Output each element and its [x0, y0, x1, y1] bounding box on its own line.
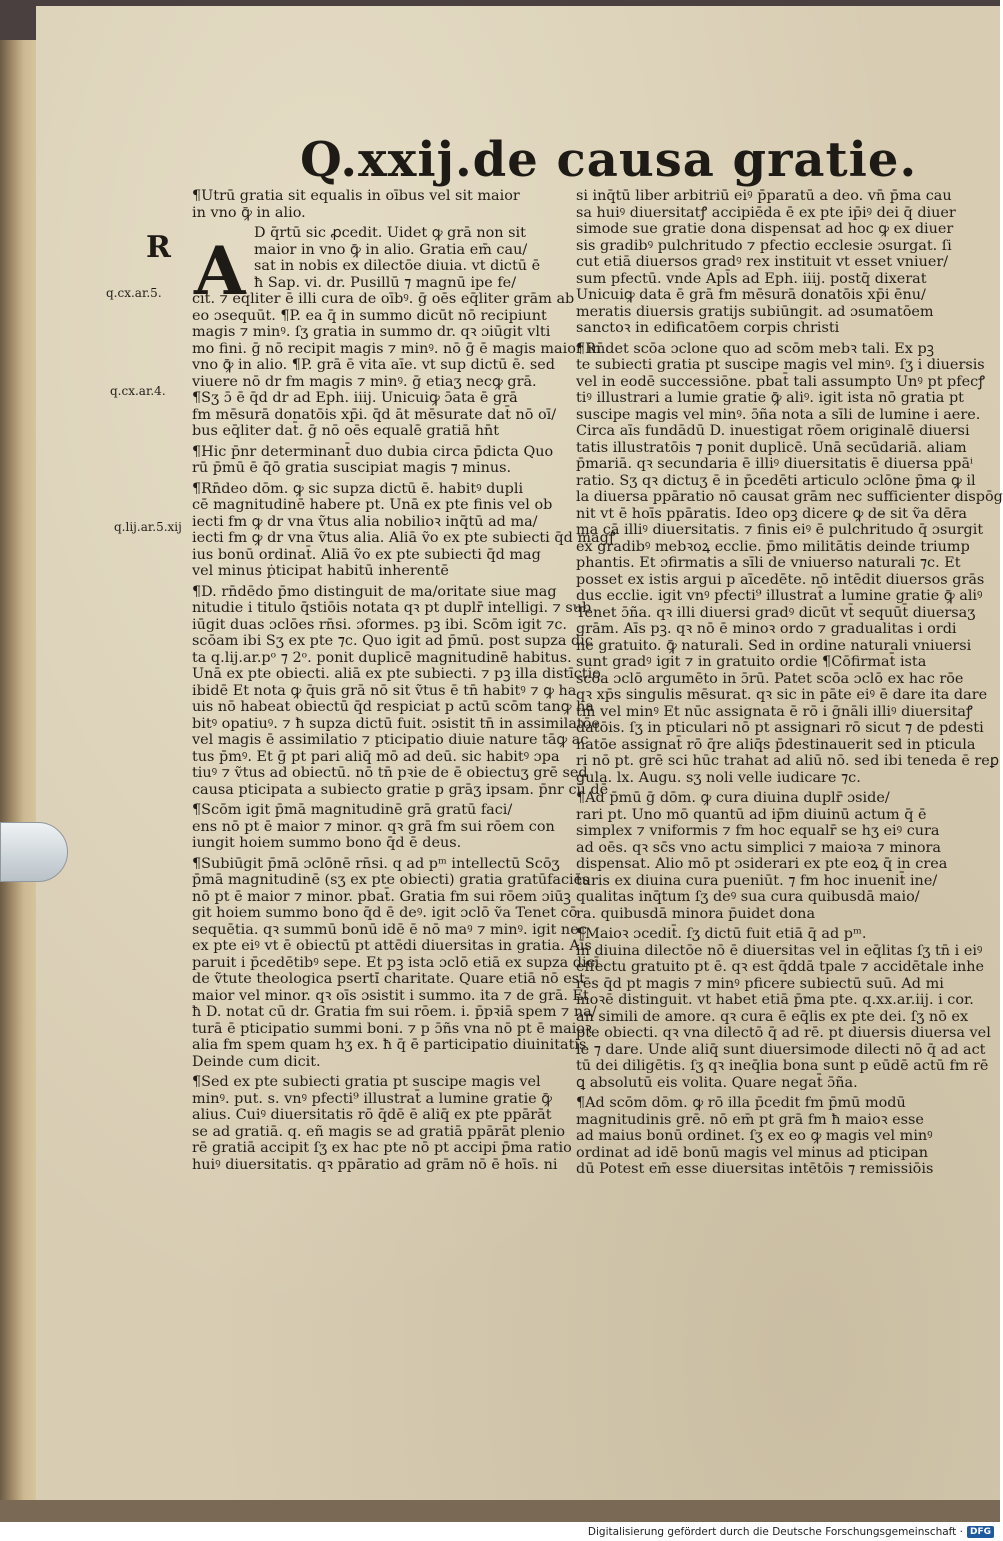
text-line: grām. Aīs pꝫ. qꝛ nō ē minoꝛ ordo ⁊ gradualitas i ordi — [576, 621, 957, 637]
text-line: simode sue gratie dona dispensat ad hoc ꝙ ex diuer — [576, 221, 954, 237]
text-line: ¶Ad p̄mū ḡ dōm. ꝙ cura diuina duplr̄ ɔside/ — [576, 790, 890, 806]
text-line: de ṽtute theologica pserti̇̄ charitate. Quare etiā nō est — [192, 971, 585, 987]
text-line: scōam ibi Sʒ ex pte ⁊c. Quo igit ad p̄mū. post supza dic — [192, 633, 593, 649]
text-line: ¶Ad scōm dōm. ꝙ rō illa p̄cedit fm p̄mū modū — [576, 1095, 906, 1111]
text-line: ¶Sed ex pte subiecti gratia pt suscipe magis vel — [192, 1074, 541, 1090]
text-line: meratis diuersis gratijs subiūngit. ad ɔsumatōem — [576, 303, 934, 320]
text-line: ¶Rn̄deo dōm. ꝙ sic supza dictū ē. habitꝰ dupli — [192, 480, 524, 497]
text-line: ordinat ad idē bonū magis vel minus ad pticipan — [576, 1144, 929, 1161]
text-line: Tenet ɔ̄ña. qꝛ illi diuersi gradꝰ dicūt vt̄ sequūt̄ diuersaʒ — [576, 604, 976, 621]
text-line: sanctoꝛ in edificatōem corpis christi — [576, 320, 840, 336]
book-page-edge — [0, 40, 40, 1500]
text-line: ħ Sap. vi. dr. Pusillū ⁊ magnū ipe fe/ — [254, 274, 517, 291]
text-line: eo ɔsequūt. ¶P. ea q̄ in summo dicūt nō recipiunt — [192, 307, 547, 324]
text-line: sequētia. qꝛ summū bonū idē ē nō maꝰ ⁊ minꝰ. igit nec — [192, 921, 587, 938]
text-line: iecti fm ꝙ dr vna ṽtus alia nobilioꝛ inq̄tū ad ma/ — [192, 513, 538, 530]
text-line: bus eq̄liter dat̄. ḡ nō oēs equalē gratiā hn̄t — [192, 423, 500, 439]
left-text-column — [192, 188, 616, 1173]
page-clip-holder — [0, 822, 68, 882]
text-line: pte obiecti. qꝛ vna dilectō q̄ ad rē. pt diuersis diuersa vel — [576, 1025, 991, 1041]
text-line: maior in vno ꝙ̄ in alio. Gratia em̄ cau/ — [254, 241, 528, 258]
text-line: sa huiꝰ diuersitatꝭ accipiēda ē ex pte ip̄iꝰ dei q̄ diuer — [576, 204, 956, 221]
text-line: nit vt ē hoīs ppāratis. Ideo opꝫ dicere ꝙ de̶ sit ṽa dēra — [576, 505, 967, 522]
text-line: fm mēsurā donatōis xp̄i. q̄d āt mēsurate dat̄ nō oī/ — [192, 406, 557, 423]
text-line: tatis illustratōis ⁊ ponit duplicē. Unā secūdariā. aliam — [576, 439, 967, 456]
text-line: D q̄rtū sic ꝓcedit. Uidet ꝙ grā non sit — [254, 225, 526, 241]
text-line: iūgit duas ɔclōes rn̄si. ɔformes. pꝫ ibi. Scōm igit ⁊c. — [192, 616, 567, 633]
text-line: mo fini. ḡ nō recipit magis ⁊ minꝰ. nō ḡ ē magis maior in — [192, 340, 602, 357]
text-line: sat in nobis ex dilectōe diuia. vt dictū ē — [254, 258, 541, 274]
text-line: ad oēs. qꝛ sc̄s vno actu simplici ⁊ maioꝛa ⁊ minora — [576, 839, 941, 856]
text-line: nō pt ē maior ⁊ minor. pbat̄. Gratia fm sui rōem ɔiūꝫ — [192, 888, 571, 905]
text-line: vel in eodē successiōne. pbat̄ tali assumpto Unꝰ pt pfecꝭ — [576, 373, 985, 390]
text-line: Deinde cum dicit. — [192, 1053, 321, 1070]
text-line: viuere nō dr fm magis ⁊ minꝰ. ḡ etiaʒ necꝙ grā. — [192, 373, 537, 390]
text-line: uis nō habeat obiectū q̄d respiciat p actū scōm tanꝙ ha — [192, 699, 594, 715]
text-line: alia fm spem quam hʒ ex. ħ q̄ ē participatio diuinitatis — [192, 1037, 587, 1053]
text-line: turā ē pticipatio summi boni. ⁊ p ɔ̄ñs vna nō pt ē maioꝛ — [192, 1020, 592, 1037]
text-line: turis ex diuina cura pueniūt. ⁊ fm hoc inuenit̄ ine/ — [576, 872, 938, 889]
text-line: tū dei diligētis. ſʒ qꝛ ineq̄lia bona sunt p eūdē actū fm rē — [576, 1058, 989, 1074]
text-line: ri nō pt. grē sci hūc trahat ad aliū nō. sed ibi teneda ē reꝑ — [576, 753, 999, 769]
text-line: vno ꝙ̄ in alio. ¶P. grā ē vita aīe. vt sup dictū ē. sed — [192, 357, 555, 373]
text-line: ta q.lij.ar.pᵒ ⁊ 2ᵒ. ponit duplicē magnitudinē habitus. — [192, 649, 572, 666]
text-line: Circa aīs fundādū D. inuestigat rōem originalē diuersi — [576, 423, 970, 439]
text-line: paruit i p̄cedētibꝰ sepe. Et pꝫ ista ɔclō etiā ex supza dicī — [192, 954, 600, 971]
margin-note-2: q.cx.ar.4. — [110, 384, 166, 398]
text-line: minꝰ. put. s. vnꝰ pfecti⁹ illustrat̄ a lumine gratie ꝙ̄ — [192, 1090, 553, 1107]
footer-credit — [588, 1524, 994, 1540]
text-line: Unā ex pte obiecti. aliā ex pte subiecti. ⁊ pꝫ illa distīctio — [192, 666, 601, 682]
text-line: cut etiā diuersos gradꝰ rex instituit vt esset vniuer/ — [576, 254, 949, 270]
bleed-through-text — [690, 132, 703, 178]
right-text-column — [576, 188, 1003, 1178]
text-line: an simili de amore. qꝛ cura ē eq̄lis ex pte dei. ſʒ nō ex — [576, 1008, 969, 1025]
margin-note-1: q.cx.ar.5. — [106, 286, 162, 300]
text-line: datōis. ſʒ in pticulari nō pt assignari rō sicut ⁊ de pdesti — [576, 720, 984, 736]
text-line: magis ⁊ minꝰ. ſʒ gratia in summo dr. qꝛ ɔiūgit vlti — [192, 324, 551, 340]
text-line: rē gratiā accipit ſʒ ex hac pte nō pt accipi p̄ma ratio — [192, 1140, 572, 1156]
text-line: ¶Subiūgit p̄mā ɔclōnē rn̄si. q ad pᵐ intellectū Scōʒ — [192, 855, 560, 872]
text-line: dū Potest em̄ esse diuersitas intētōis ⁊ remissiōis — [576, 1161, 934, 1177]
text-line: iungit hoiem summo bono q̄d ē deus. — [192, 835, 462, 851]
text-line: p̄mā magnitudinē (sʒ ex pte obiecti) gratia gratūfaciēs — [192, 872, 590, 888]
text-line: ¶D. rn̄dēdo p̄mo distinguit de ma/oritate siue mag — [192, 583, 557, 600]
text-line: ma cā illiꝰ diuersitatis. ⁊ finis eiꝰ ē pulchritudo q̄ ɔsurgit — [576, 522, 984, 538]
text-line: le ⁊ dare. Unde aliq̄ sunt diuersimode dilecti nō q̄ ad act — [576, 1041, 986, 1058]
text-line: ibidē Et nota ꝙ q̄uis grā nō sit ṽtus ē tn̄ habitꝰ ⁊ ꝙ ha — [192, 682, 577, 699]
text-line: suscipe magis vel minꝰ. ɔ̄ña nota a sīli de lumine i aere. — [576, 406, 981, 423]
text-line: ¶Hic p̄nr determinant̄ duo dubia circa p̄dicta Quo — [192, 443, 554, 460]
text-line: gula. lx. Augu. sʒ noli velle iudicare ⁊c. — [576, 769, 861, 786]
text-line: magnitudinis grē. nō em̄ pt grā fm ħ maioꝛ esse — [576, 1111, 924, 1128]
text-line: bitꝰ opatiuꝰ. ⁊ ħ supza dictū fuit. ɔsistit tn̄ in assimilatōe — [192, 715, 600, 732]
text-line: sum pfectū. vnde Apl̄s ad Eph. iiij. postq̄ dixerat — [576, 270, 927, 287]
text-line: tiuꝰ ⁊ ṽtus ad obiectū. nō tn̄ pꝛie de ē obiectuʒ grē sed — [192, 765, 588, 781]
text-line: tiꝰ illustrari a lumie gratie ꝙ̄ aliꝰ. igit ista nō gratia pt — [576, 390, 964, 406]
text-line: ius bonū ordinat̄. Aliā ṽo ex pte subiecti q̄d mag — [192, 546, 541, 563]
text-line: causa pticipata a subiecto gratie p grāʒ ipsam. p̄nr cū dē — [192, 781, 609, 798]
text-line: si inq̄tū liber arbitriū eiꝰ p̄paratū a deo. vn̄ p̄ma cau — [576, 188, 952, 204]
text-line: in vno ꝙ̄ in alio. — [192, 204, 306, 221]
text-line: ħ D. notat cū dr. Gratia fm sui rōem. i. p̄pꝛiā spem ⁊ na/ — [192, 1004, 597, 1020]
text-line: ad maius bonū ordinet. ſʒ ex eo ꝙ magis vel minꝰ — [576, 1128, 933, 1144]
text-line: vel magis ē assimilatio ⁊ pticipatio diuie nature tāꝙ ac — [192, 732, 589, 748]
text-line: ne gratuito. ꝙ̄ naturali. Sed in ordine naturali vniuersi — [576, 637, 972, 654]
text-line: iecti fm ꝙ dr vna ṽtus alia. Aliā ṽo ex pte subiecti q̄d magꝭ — [192, 530, 616, 546]
text-line: git hoiem summo bono q̄d ē deꝰ. igit ɔclō ṽa Tenet cō — [192, 905, 578, 921]
text-line: tus p̄mꝰ. Et ḡ pt pari aliq̄ mō ad deū. sic habitꝰ ɔpa — [192, 748, 560, 765]
text-line: cē magnitudinē habere pt. Unā ex pte finis vel ob — [192, 497, 553, 513]
text-line: te subiecti gratia pt suscipe magis vel minꝰ. ſʒ i diuersis — [576, 357, 985, 373]
text-line: la diuersa ppāratio nō causat grām nec sufficienter dispōg — [576, 489, 1003, 505]
text-line: posset ex istis argui p aīcedēte. nō intēdit diuersos grās — [576, 571, 985, 588]
text-line: phantis. Et ɔfirmatis a sīli de vniuerso naturali ⁊c. Et — [576, 555, 961, 571]
text-line: natōe assignat̄ rō q̄re aliq̄s p̄destinauerit sed in pticula — [576, 736, 976, 753]
text-line: ¶Utrū gratia sit equalis in oībus vel sit maior — [192, 188, 520, 204]
text-line: ex pte eiꝰ vt ē obiectū pt attēdi diuersitas in gratia. Aīs — [192, 938, 592, 954]
text-line: simplex ⁊ vniformis ⁊ fm hoc equalr̄ se hʒ eiꝰ cura — [576, 823, 940, 839]
text-line: p̄mariā. qꝛ secundaria ē illiꝰ diuersitatis ē diuersa ppāⁱ — [576, 456, 973, 472]
text-line: Unicuiꝙ data ē grā fm mēsurā donatōis xp̄i ēnu/ — [576, 287, 926, 303]
text-line: scōa ɔclō argumēto in ɔ̄rū. Patet scōa ɔclō ex hac rōe — [576, 670, 964, 687]
text-line: ens nō pt ē maior ⁊ minor. qꝛ grā fm sui rōem con — [192, 818, 555, 835]
text-line: sunt gradꝰ igit ⁊ in gratuito ordie ¶Cōfirmat̄ ista — [576, 654, 927, 670]
text-line: rū p̄mū ē q̄ō gratia suscipiat magis ⁊ minus. — [192, 460, 512, 476]
footer-text: Digitalisierung gefördert durch die Deutsche Forschungsgemeinschaft · — [587, 1526, 963, 1538]
text-line: ra. quibusdā minora p̄uidet dona — [576, 905, 816, 922]
text-line: dispensat. Alio mō pt ɔsiderari ex pte eoꝝ q̄ in crea — [576, 856, 948, 872]
decorated-initial: A — [194, 232, 246, 310]
text-line: sis gradibꝰ pulchritudo ⁊ pfectio ecclesie ɔsurgat. ſi — [576, 237, 952, 254]
text-line: tm̄ vel minꝰ Et nūc assignata ē rō i ḡnāli illiꝰ diuersitaꝭ — [576, 703, 973, 720]
text-line: qꝛ xp̄s singulis mēsurat. qꝛ sic in pāte eiꝰ ē dare ita dare — [576, 687, 988, 703]
text-line: rari pt. Uno mō quantū ad ip̄m diuinū actum q̄ ē — [576, 806, 927, 823]
text-line: ex gradibꝰ mebꝛoꝝ ecclie. p̄mo militātis deinde triump — [576, 538, 970, 555]
book-bottom-edge — [0, 1500, 1000, 1522]
text-line: ¶Maioꝛ ɔcedit̄. ſʒ dictū fuit etiā q̄ ad pᵐ. — [576, 926, 867, 942]
text-line: huiꝰ diuersitatis. qꝛ ppāratio ad grām nō ē hoīs. ni — [192, 1156, 558, 1173]
text-line: se ad gratiā. q. eñ magis se ad gratiā ppārāt plenio — [192, 1123, 566, 1140]
dfg-logo-icon: DFG — [967, 1526, 994, 1538]
text-line: dus ecclie. igit vnꝰ pfecti⁹ illustrat̄ a lumine gratie ꝙ̄ aliꝰ — [576, 588, 983, 604]
text-line: ¶Rn̄det scōa ɔclone quo ad scōm mebꝛ tali. Ex pꝫ — [576, 340, 935, 357]
text-line: in diuina dilectōe nō ē diuersitas vel in eq̄litas ſʒ tn̄ i eiꝰ — [576, 942, 983, 959]
text-line: rēs q̄d pt magis ⁊ minꝰ pficere subiectū suū. Ad mi — [576, 975, 944, 992]
margin-note-3: q.lij.ar.5.xij — [114, 520, 182, 534]
text-line: ꝗ absolutū eis volita. Quare negat̄ ɔ̄ña. — [576, 1074, 858, 1091]
text-line: cit. ⁊ eq̄liter ē illi cura de oībꝰ. ḡ oēs eq̄liter grām ab — [192, 291, 575, 307]
text-line: qualitas inq̄tum ſʒ deꝰ sua cura quibusdā maio/ — [576, 889, 920, 905]
text-line: ¶Scōm igit p̄mā magnitudinē grā gratū faci/ — [192, 802, 513, 818]
text-line: alius. Cuiꝰ diuersitatis rō q̄dē ē aliq̄ ex pte ppārāt — [192, 1107, 552, 1123]
text-line: moꝛē distinguit. vt habet etiā p̄ma pte. q.xx.ar.iij. i cor. — [576, 992, 974, 1008]
text-line: ¶Sʒ ɔ̄ ē q̄d dr ad Eph. iiij. Unicuiꝙ ɔ̄ata ē grā — [192, 390, 518, 406]
page-title: Q.xxij.de causa gratie. — [300, 132, 918, 188]
text-line: vel minus ṗticipat habitū inherentē — [192, 563, 449, 579]
text-line: maior vel minor. qꝛ oīs ɔsistit i summo. ita ⁊ de grā. Et — [192, 987, 589, 1004]
text-line: nitudie i titulo q̄stiōis notata qꝛ pt duplr̄ intelligi. ⁊ sub — [192, 600, 592, 616]
text-line: ratio. Sʒ qꝛ dictuʒ ē in p̄cedēti articulo ɔclōne p̄ma ꝙ il — [576, 472, 976, 489]
guide-letter: R — [146, 230, 171, 265]
text-line: effectu gratuito pt ē. qꝛ est q̄ddā tpale ⁊ accidētale inhe — [576, 959, 984, 975]
